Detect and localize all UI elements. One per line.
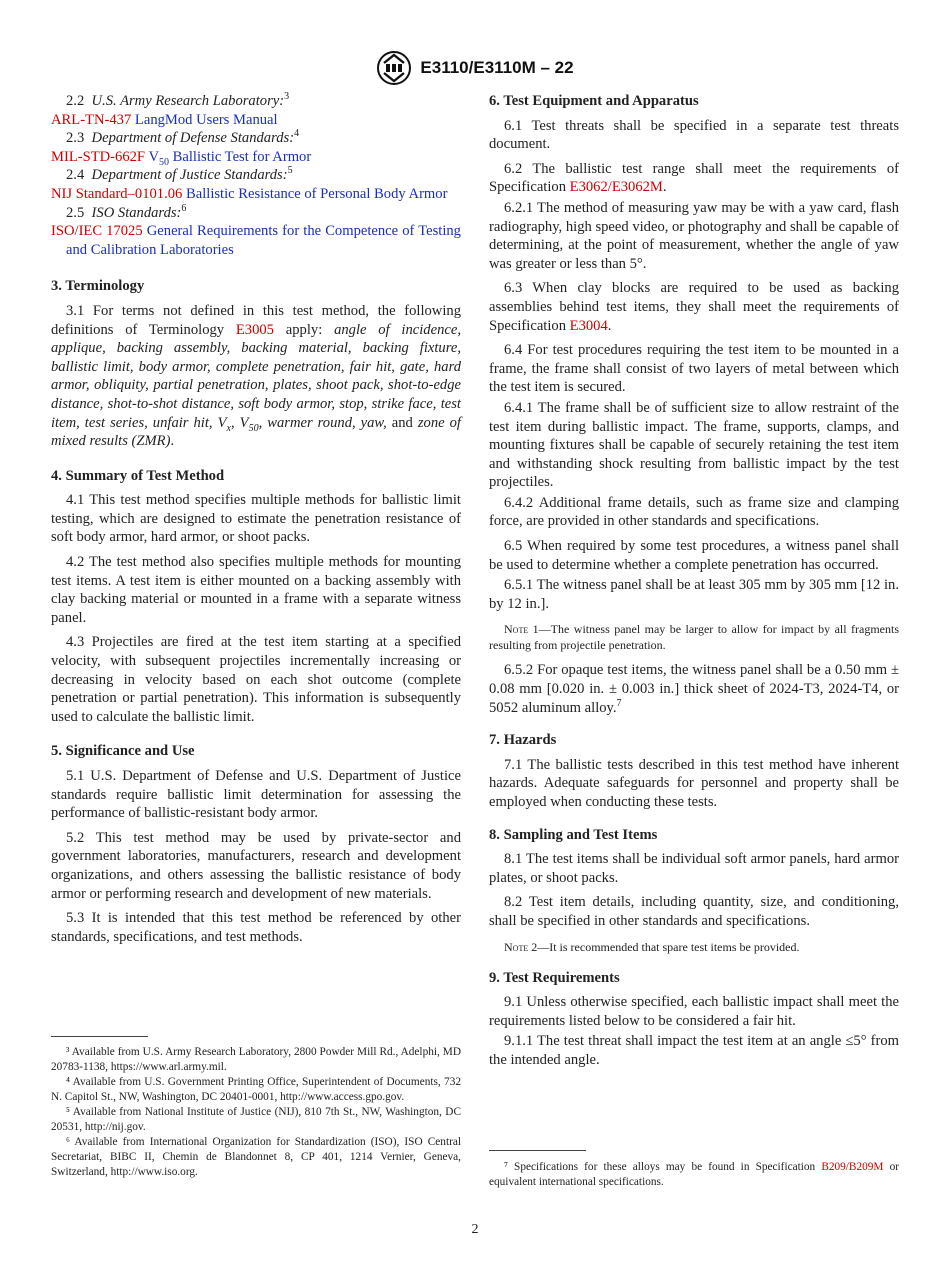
footnote-6: ⁶ Available from International Organization for Standardization (ISO), ISO Central Secretariat, BIBC II, Chemin de Blandonnet 8, CP 401, 1214 Vernier, Geneva, Switzerland, http://www.iso.org. [51,1136,461,1178]
section-heading-6: 6. Test Equipment and Apparatus [489,93,699,109]
paragraph-4-2: 4.2 The test method also specifies multiple methods for mounting test items. A test item is either mounted on a backing assembly with clay backing material or mounted in a frame with a separate witness panel. [51,554,461,626]
paragraph-4-1: 4.1 This test method specifies multiple methods for ballistic limit testing, which are designed to estimate the penetration resistance of soft body armor, hard armor, or shoot packs. [51,492,461,546]
left-footnotes [51,1045,461,1180]
paragraph-6-5-1: 6.5.1 The witness panel shall be at least 305 mm by 305 mm [12 in. by 12 in.]. [489,577,899,612]
document-id: E3110/E3110M – 22 [420,58,574,77]
reference-heading-2-3: 2.3 Department of Defense Standards:$^4$ [66,128,300,147]
paragraph-3-1: 3.1 For terms not defined in this test method, the following definitions of Terminology E3005 apply: angle of incidence, applique, backing assembly, backing material, backing fixture, ballistic limit, body armor, complete penetration, fair hit, gate, hard armor, obliquity, partial penetration, plates, shoot pack, shot-to-edge distance, shot-to-shot distance, soft body armor, stop, strike face, test item, test series, unfair hit, $V_x$, $V_{50}$, warmer round, yaw, and zone of mixed results (ZMR). [51,302,461,450]
e3062-link[interactable]: E3062/E3062M [569,179,663,196]
paragraph-9-1: 9.1 Unless otherwise specified, each ballistic impact shall meet the requirements listed below to be considered a fair hit. [489,994,899,1029]
paragraph-8-2: 8.2 Test item details, including quantity, size, and conditioning, shall be specified in other standards and specifications. [489,894,899,929]
paragraph-5-2: 5.2 This test method may be used by private-sector and government laboratories, manufacturers, research and development organizations, and others assessing the ballistic resistance of body armor or performing research and development of new materials. [51,829,461,902]
paragraph-7-1: 7.1 The ballistic tests described in this test method have inherent hazards. Adequate safeguards for personnel and property shall be employed when conducting these tests. [489,756,899,810]
paragraph-6-5: 6.5 When required by some test procedures, a witness panel shall be used to determine whether a complete penetration has occurred. [489,538,899,573]
section-heading-9: 9. Test Requirements [489,969,620,986]
note-1: Note 1—The witness panel may be larger to allow for impact by all fragments resulting from projectile penetration. [489,622,900,653]
paragraph-6-4-1: 6.4.1 The frame shall be of sufficient size to allow restraint of the test item during ballistic impact. The frame, supports, clamps, and mounting fixtures shall be capable of securely retaining the test item and withstanding shock resulting from ballistic impact by the test projectiles. [489,399,899,491]
paragraph-6-2: 6.2 The ballistic test range shall meet the requirements of Specification E3062/E3062M. [489,160,899,196]
section-heading-3: 3. Terminology [51,278,145,295]
iso-title-link[interactable]: General Requirements for the Competence of Testing and Calibration Laboratories [66,223,461,258]
mil-std-link[interactable]: MIL-STD-662F [51,148,146,165]
b209-link[interactable]: B209/B209M [821,1161,884,1173]
footnote-ref-7: 7 [616,697,622,709]
e3005-link[interactable]: E3005 [235,321,274,338]
paragraph-6-4: 6.4 For test procedures requiring the test item to be mounted in a frame, the frame shall consist of two layers of metal between which the test item is secured. [489,342,899,396]
e3004-link[interactable]: E3004 [569,317,608,334]
iso-link[interactable]: ISO/IEC 17025 [51,223,143,240]
paragraph-6-4-2: 6.4.2 Additional frame details, such as frame size and clamping force, are provided in other standards and specifications. [489,494,899,530]
left-column [51,92,461,946]
footnote-divider-right [489,1150,586,1151]
paragraph-6-3: 6.3 When clay blocks are required to be used as backing assemblies behind test items, they shall meet the requirements of Specification E3004. [489,280,899,334]
paragraph-9-1-1: 9.1.1 The test threat shall impact the test item at an angle ≤5° from the intended angle. [489,1033,899,1068]
section-heading-7: 7. Hazards [489,732,557,749]
reference-nij-standard [51,185,461,204]
paragraph-5-1: 5.1 U.S. Department of Defense and U.S. Department of Justice standards require ballistic limit determination for assessing the performance of ballistic-resistant body armor. [51,768,461,822]
footnote-4: ⁴ Available from U.S. Government Printing Office, Superintendent of Documents, 732 N. Capitol St., NW, Washington, DC 20401-0001, http://www.access.gpo.gov. [51,1076,461,1103]
page-number: 2 [471,1222,479,1237]
paragraph-4-3: 4.3 Projectiles are fired at the test item starting at a specified velocity, with subsequent projectiles incrementally increasing or decreasing in velocity based on each shot outcome (complete penetration or partial penetration). This information is subsequently used to calculate the ballistic limit. [51,634,461,725]
paragraph-6-1: 6.1 Test threats shall be specified in a separate test threats document. [489,117,899,153]
footnote-divider [51,1036,148,1037]
astm-logo-icon [376,50,412,86]
reference-mil-std-662f [51,148,461,167]
page-header [0,50,950,86]
note-2: Note 2—It is recommended that spare test items be provided. [504,939,800,954]
reference-heading-2-4: 2.4 Department of Justice Standards:$^5$ [66,165,293,184]
section-heading-4: 4. Summary of Test Method [51,467,225,484]
nij-title-link[interactable]: Ballistic Resistance of Personal Body Armor [186,185,448,202]
reference-heading-2-2: 2.2 U.S. Army Research Laboratory:$^3$ [66,91,290,109]
section-heading-5: 5. Significance and Use [51,743,195,760]
paragraph-5-3: 5.3 It is intended that this test method be referenced by other standards, specifications, and test methods. [51,910,461,945]
right-footnotes [489,1160,899,1190]
reference-heading-2-5: 2.5 ISO Standards:$^6$ [66,202,187,221]
section-heading-8: 8. Sampling and Test Items [489,826,658,843]
arl-link[interactable]: ARL-TN-437 [51,111,132,128]
reference-arl-tn-437 [51,111,461,130]
footnote-3: ³ Available from U.S. Army Research Laboratory, 2800 Powder Mill Rd., Adelphi, MD 20783-1138, https://www.arl.army.mil. [51,1046,461,1073]
footnote-7: ⁷ Specifications for these alloys may be found in Specification B209/B209M or equivalent international specifications. [489,1161,899,1188]
arl-title-link[interactable]: LangMod Users Manual [134,111,278,128]
reference-iso-17025 [51,222,461,259]
paragraph-6-5-2: 6.5.2 For opaque test items, the witness panel shall be a 0.50 mm ± 0.08 mm [0.020 in. ± 0.003 in.] thick sheet of 2024-T3, 2024-T4, or 5052 aluminum alloy.$^7$ [489,662,899,716]
footnote-5: ⁵ Available from National Institute of Justice (NIJ), 810 7th St., NW, Washington, DC 20531, http://nij.gov. [51,1106,461,1133]
mil-title-link[interactable]: $V_{50}$ Ballistic Test for Armor [148,148,312,168]
paragraph-8-1: 8.1 The test items shall be individual soft armor panels, hard armor plates, or shoot packs. [489,851,899,886]
paragraph-6-2-1: 6.2.1 The method of measuring yaw may be with a yaw card, flash radiography, high speed video, or photography and shall be capable of determining, at the point of measurement, whether the angle of yaw was greater or less than 5°. [489,199,899,272]
right-column [489,92,899,1070]
nij-link[interactable]: NIJ Standard–0101.06 [51,185,183,202]
